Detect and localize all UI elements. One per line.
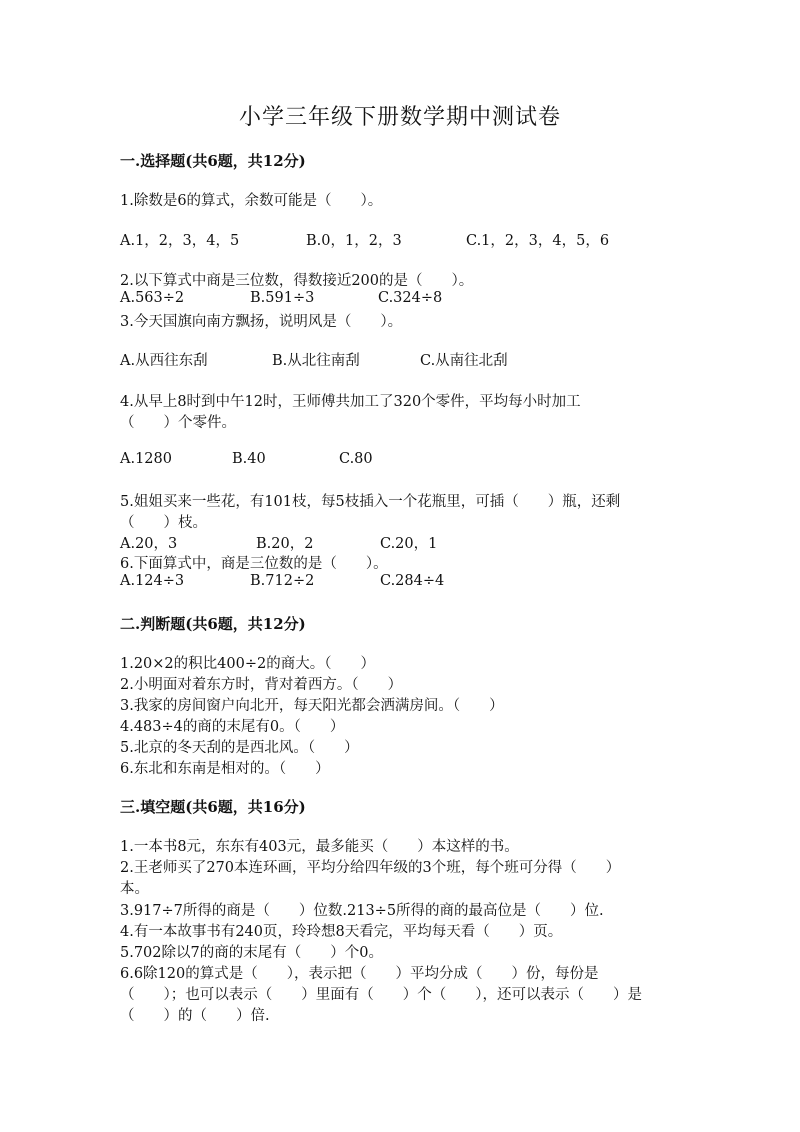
q1-option-a: A.1，2，3，4，5 [120, 233, 240, 249]
fill-line: （ ）的（ ）倍. [120, 1008, 270, 1024]
judge-item: 1.20×2的积比400÷2的商大。（ ） [120, 656, 375, 672]
fill-line: （ ）；也可以表示（ ）里面有（ ）个（ ），还可以表示（ ）是 [120, 987, 642, 1003]
fill-line: 5.702除以7的商的末尾有（ ）个0。 [120, 945, 383, 961]
q1-stem: 1.除数是6的算式，余数可能是（ ）。 [120, 193, 383, 209]
q4-stem-line2: （ ）个零件。 [120, 415, 236, 431]
q2-option-b: B.591÷3 [250, 290, 315, 306]
fill-line: 4.有一本故事书有240页，玲玲想8天看完，平均每天看（ ）页。 [120, 924, 563, 940]
q2-option-c: C.324÷8 [378, 290, 443, 306]
q1-option-c: C.1，2，3，4，5，6 [466, 233, 610, 249]
q5-option-a: A.20，3 [120, 536, 178, 552]
q3-option-a: A.从西往东刮 [120, 353, 208, 369]
judge-item: 2.小明面对着东方时，背对着西方。（ ） [120, 677, 403, 693]
q5-option-b: B.20，2 [256, 536, 314, 552]
fill-line: 6.6除120的算式是（ ），表示把（ ）平均分成（ ）份，每份是 [120, 966, 599, 982]
page-title: 小学三年级下册数学期中测试卷 [238, 105, 561, 130]
q4-option-c: C.80 [339, 451, 373, 467]
q2-stem: 2.以下算式中商是三位数，得数接近200的是（ ）。 [120, 273, 474, 289]
fill-line: 2.王老师买了270本连环画，平均分给四年级的3个班，每个班可分得（ ） [120, 860, 621, 876]
judge-item: 5.北京的冬天刮的是西北风。（ ） [120, 740, 359, 756]
section-2-heading: 二.判断题(共6题，共12分) [120, 615, 306, 633]
q1-option-b: B.0，1，2，3 [306, 233, 402, 249]
q5-stem-line1: 5.姐姐买来一些花，有101枝，每5枝插入一个花瓶里，可插（ ）瓶，还剩 [120, 494, 621, 510]
q4-option-b: B.40 [232, 451, 266, 467]
q5-option-c: C.20，1 [380, 536, 438, 552]
q3-option-c: C.从南往北刮 [420, 353, 508, 369]
fill-line: 1.一本书8元，东东有403元，最多能买（ ）本这样的书。 [120, 839, 519, 855]
q5-stem-line2: （ ）枝。 [120, 515, 207, 531]
section-3-heading: 三.填空题(共6题，共16分) [120, 798, 306, 816]
q4-stem-line1: 4.从早上8时到中午12时，王师傅共加工了320个零件，平均每小时加工 [120, 394, 581, 410]
section-1-heading: 一.选择题(共6题，共12分) [120, 152, 306, 170]
q6-option-a: A.124÷3 [120, 573, 185, 589]
q6-stem: 6.下面算式中，商是三位数的是（ ）。 [120, 556, 388, 572]
q3-stem: 3.今天国旗向南方飘扬，说明风是（ ）。 [120, 314, 403, 330]
judge-item: 3.我家的房间窗户向北开，每天阳光都会洒满房间。（ ） [120, 698, 504, 714]
judge-item: 4.483÷4的商的末尾有0。（ ） [120, 719, 345, 735]
q4-option-a: A.1280 [120, 451, 172, 467]
q3-option-b: B.从北往南刮 [272, 353, 360, 369]
fill-line: 本。 [120, 881, 149, 897]
q2-option-a: A.563÷2 [120, 290, 185, 306]
q6-option-c: C.284÷4 [380, 573, 445, 589]
fill-line: 3.917÷7所得的商是（ ）位数.213÷5所得的商的最高位是（ ）位. [120, 903, 604, 919]
judge-item: 6.东北和东南是相对的。（ ） [120, 761, 330, 777]
q6-option-b: B.712÷2 [250, 573, 315, 589]
